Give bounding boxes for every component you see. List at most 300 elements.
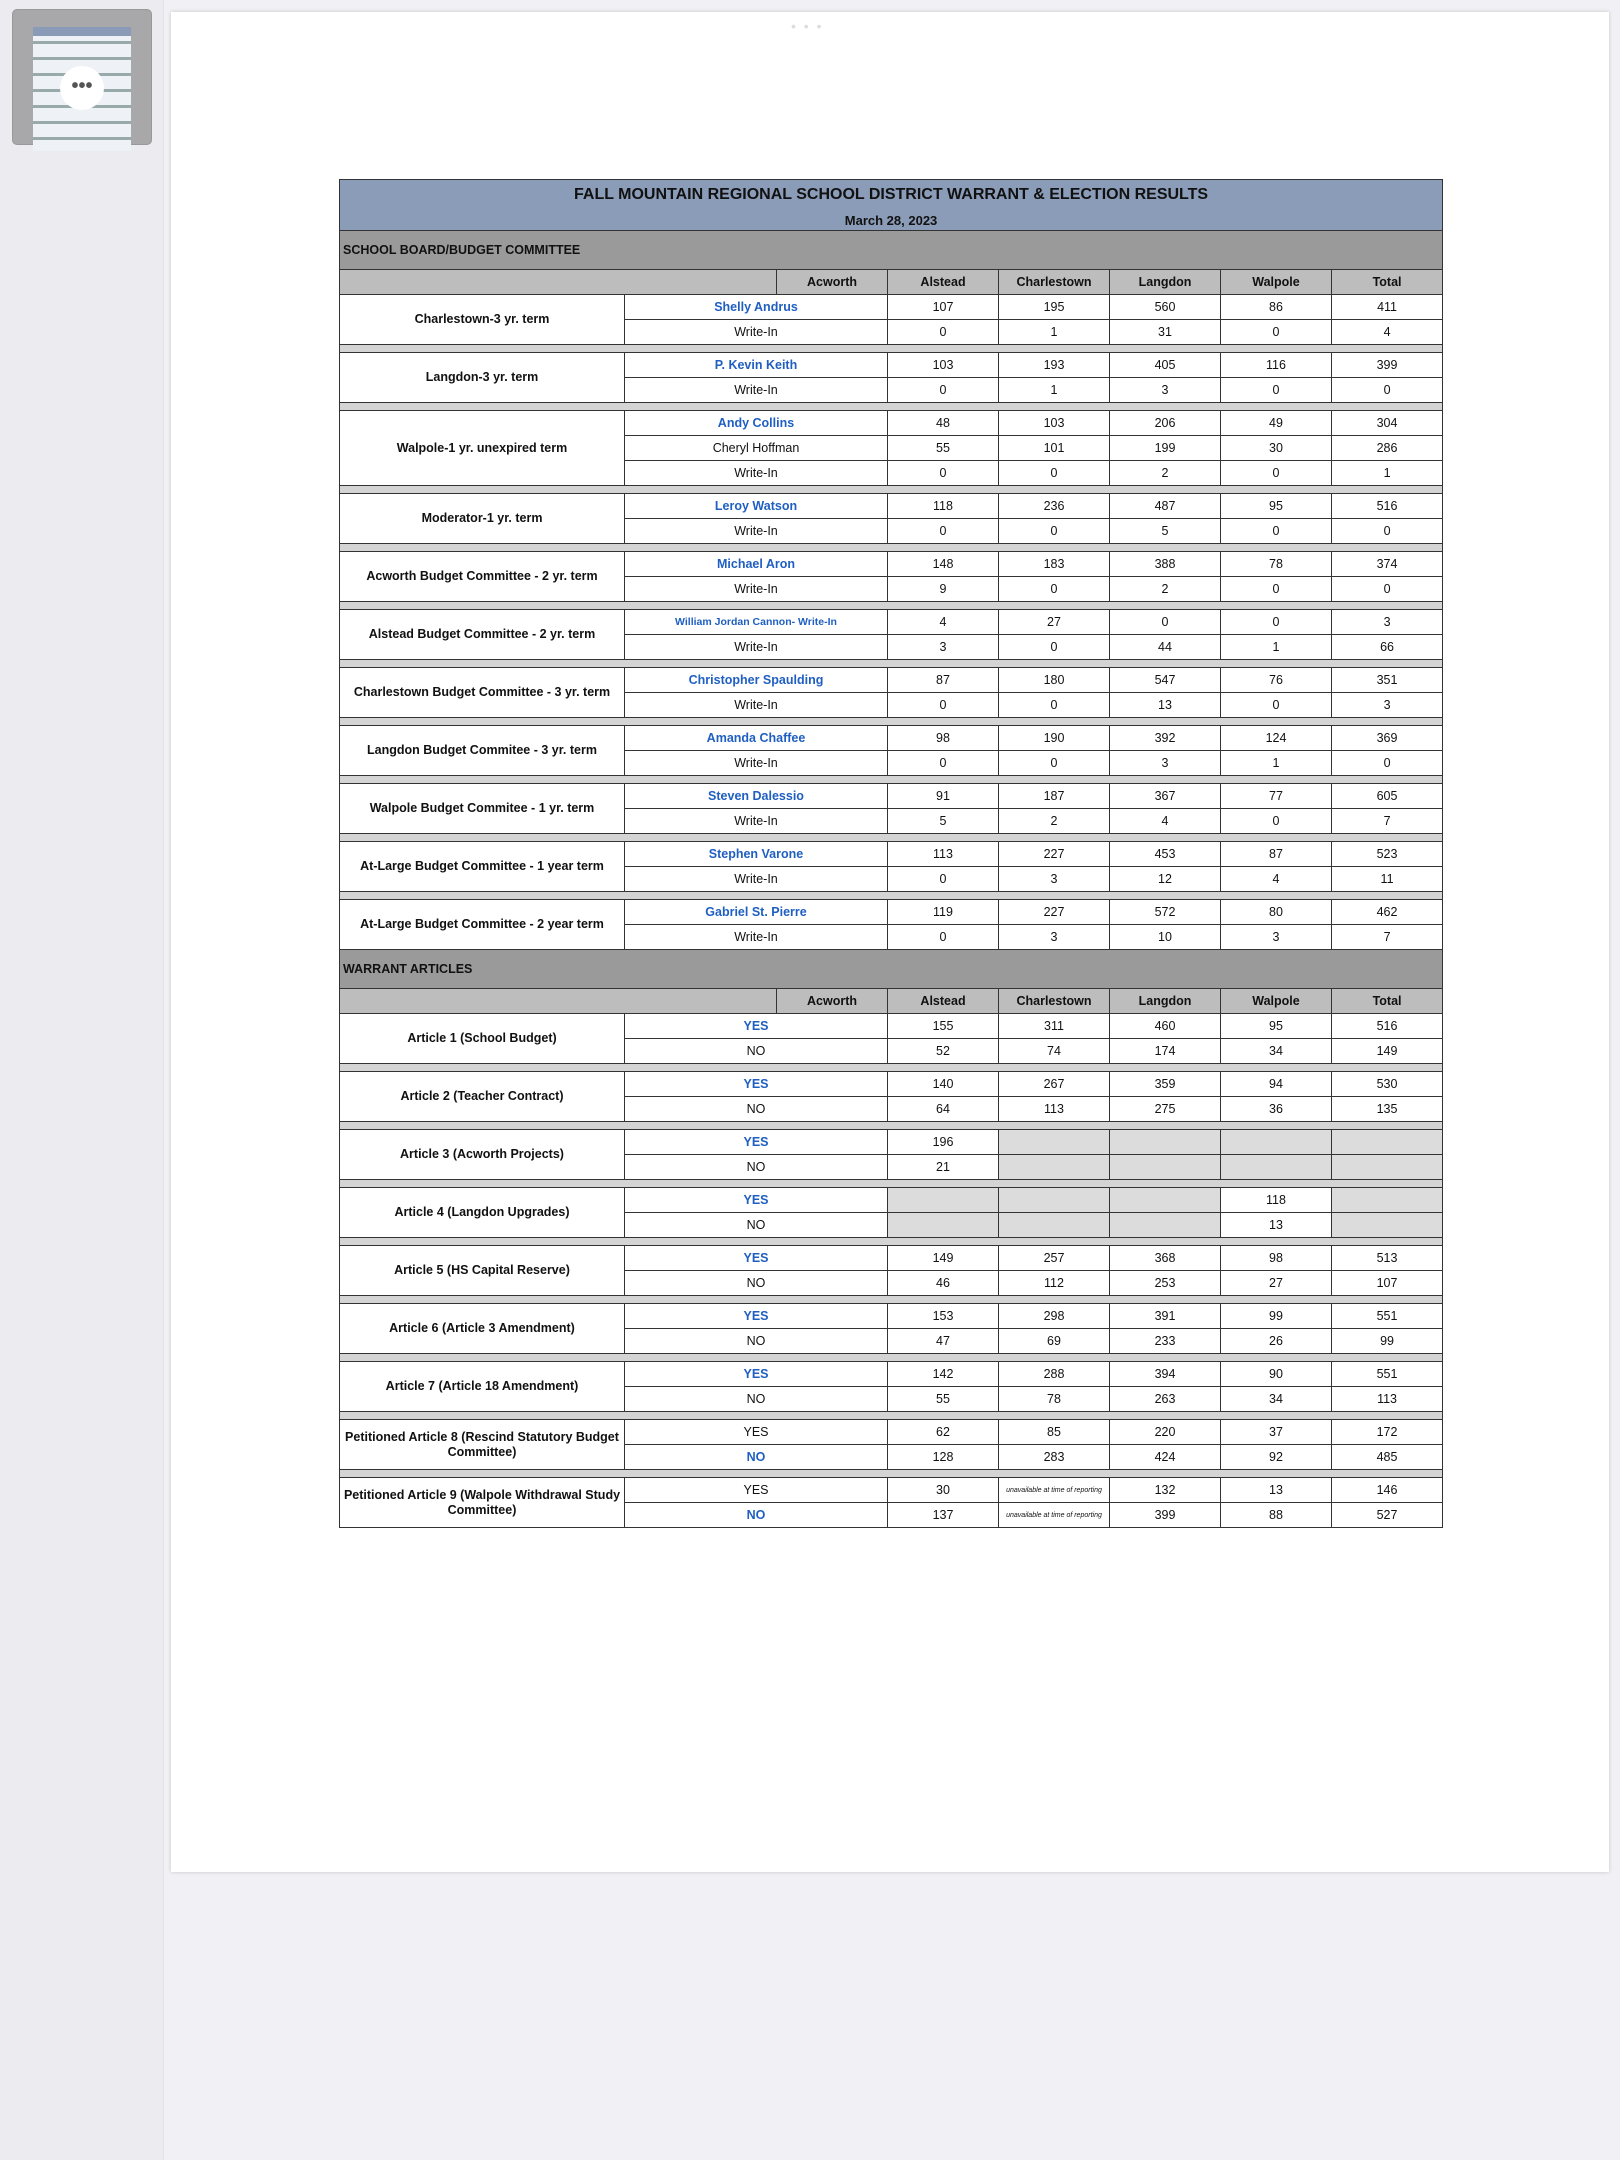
candidate-name: William Jordan Cannon- Write-In [625, 610, 888, 635]
candidate-name: Write-In [625, 867, 888, 892]
document-page [171, 12, 1609, 1872]
vote-cell: 3 [888, 635, 999, 660]
vote-cell: 304 [1332, 411, 1443, 436]
vote-cell: 392 [1110, 726, 1221, 751]
vote-cell: 391 [1110, 1304, 1221, 1329]
vote-cell: 2 [1110, 461, 1221, 486]
table-row [340, 1362, 1443, 1387]
vote-cell: 26 [1221, 1329, 1332, 1354]
vote-cell: 0 [1221, 461, 1332, 486]
vote-cell: 0 [1332, 378, 1443, 403]
vote-cell: 34 [1221, 1039, 1332, 1064]
vote-cell [1110, 1213, 1221, 1238]
vote-cell: unavailable at time of reporting [999, 1503, 1110, 1528]
race-name: Article 6 (Article 3 Amendment) [340, 1304, 625, 1354]
candidate-name: YES [625, 1014, 888, 1039]
table-row [340, 668, 1443, 693]
vote-cell: 572 [1110, 900, 1221, 925]
candidate-name: Stephen Varone [625, 842, 888, 867]
vote-cell: 253 [1110, 1271, 1221, 1296]
race-name: Charlestown Budget Committee - 3 yr. term [340, 668, 625, 718]
vote-cell: 267 [999, 1072, 1110, 1097]
vote-cell: 55 [888, 1387, 999, 1412]
vote-cell: 91 [888, 784, 999, 809]
race-name: Walpole-1 yr. unexpired term [340, 411, 625, 486]
vote-cell: 485 [1332, 1445, 1443, 1470]
column-header: Alstead [888, 989, 999, 1014]
candidate-name: YES [625, 1246, 888, 1271]
more-options-icon[interactable]: ••• [60, 66, 104, 110]
header-blank [340, 989, 777, 1014]
vote-cell [1110, 1188, 1221, 1213]
vote-cell: 0 [1221, 610, 1332, 635]
column-header: Total [1332, 270, 1443, 295]
vote-cell: 0 [888, 461, 999, 486]
vote-cell: 257 [999, 1246, 1110, 1271]
vote-cell: 80 [1221, 900, 1332, 925]
vote-cell: 132 [1110, 1478, 1221, 1503]
candidate-name: Write-In [625, 693, 888, 718]
vote-cell: 118 [888, 494, 999, 519]
table-row [340, 1014, 1443, 1039]
vote-cell [1332, 1130, 1443, 1155]
candidate-name: Cheryl Hoffman [625, 436, 888, 461]
vote-cell: 101 [999, 436, 1110, 461]
vote-cell: 1 [1221, 751, 1332, 776]
vote-cell: 3 [1332, 693, 1443, 718]
vote-cell: 3 [1110, 378, 1221, 403]
vote-cell: 30 [1221, 436, 1332, 461]
candidate-name: P. Kevin Keith [625, 353, 888, 378]
vote-cell: 34 [1221, 1387, 1332, 1412]
section-title: WARRANT ARTICLES [340, 950, 1443, 989]
candidate-name: Write-In [625, 378, 888, 403]
vote-cell: 113 [1332, 1387, 1443, 1412]
vote-cell: 13 [1221, 1478, 1332, 1503]
vote-cell: 0 [1332, 577, 1443, 602]
row-separator [340, 486, 1443, 494]
vote-cell: 174 [1110, 1039, 1221, 1064]
vote-cell [999, 1213, 1110, 1238]
vote-cell: 4 [888, 610, 999, 635]
candidate-name: NO [625, 1271, 888, 1296]
vote-cell: 551 [1332, 1362, 1443, 1387]
vote-cell: 605 [1332, 784, 1443, 809]
candidate-name: NO [625, 1039, 888, 1064]
table-row [340, 1188, 1443, 1213]
vote-cell: 5 [1110, 519, 1221, 544]
vote-cell: 547 [1110, 668, 1221, 693]
vote-cell: 3 [1110, 751, 1221, 776]
vote-cell [1221, 1155, 1332, 1180]
vote-cell [1221, 1130, 1332, 1155]
vote-cell: 0 [1332, 751, 1443, 776]
vote-cell: 399 [1332, 353, 1443, 378]
vote-cell: 49 [1221, 411, 1332, 436]
candidate-name: Steven Dalessio [625, 784, 888, 809]
candidate-name: YES [625, 1188, 888, 1213]
vote-cell: 87 [1221, 842, 1332, 867]
vote-cell: 62 [888, 1420, 999, 1445]
vote-cell: 368 [1110, 1246, 1221, 1271]
vote-cell: 551 [1332, 1304, 1443, 1329]
vote-cell: 411 [1332, 295, 1443, 320]
vote-cell: 99 [1332, 1329, 1443, 1354]
vote-cell: 374 [1332, 552, 1443, 577]
vote-cell: 95 [1221, 1014, 1332, 1039]
vote-cell: 0 [1221, 378, 1332, 403]
vote-cell: 64 [888, 1097, 999, 1122]
vote-cell: 0 [999, 751, 1110, 776]
vote-cell: 44 [1110, 635, 1221, 660]
vote-cell [999, 1188, 1110, 1213]
row-separator [340, 1238, 1443, 1246]
candidate-name: Write-In [625, 925, 888, 950]
results-table [339, 179, 1443, 1528]
candidate-name: NO [625, 1213, 888, 1238]
vote-cell: 190 [999, 726, 1110, 751]
vote-cell: 0 [888, 867, 999, 892]
column-header: Langdon [1110, 270, 1221, 295]
vote-cell: 263 [1110, 1387, 1221, 1412]
vote-cell: 118 [1221, 1188, 1332, 1213]
race-name: At-Large Budget Committee - 2 year term [340, 900, 625, 950]
vote-cell: 0 [888, 693, 999, 718]
vote-cell: 52 [888, 1039, 999, 1064]
column-header-row [340, 270, 1443, 295]
vote-cell: 36 [1221, 1097, 1332, 1122]
vote-cell: 351 [1332, 668, 1443, 693]
vote-cell: 196 [888, 1130, 999, 1155]
vote-cell: 148 [888, 552, 999, 577]
vote-cell: 13 [1110, 693, 1221, 718]
table-row [340, 1246, 1443, 1271]
vote-cell: 0 [999, 577, 1110, 602]
vote-cell: 76 [1221, 668, 1332, 693]
vote-cell: 124 [1221, 726, 1332, 751]
row-separator [340, 602, 1443, 610]
vote-cell: 227 [999, 900, 1110, 925]
race-name: Article 1 (School Budget) [340, 1014, 625, 1064]
candidate-name: Write-In [625, 809, 888, 834]
vote-cell: 5 [888, 809, 999, 834]
row-separator [340, 1412, 1443, 1420]
vote-cell: 103 [888, 353, 999, 378]
vote-cell: 405 [1110, 353, 1221, 378]
race-name: Article 3 (Acworth Projects) [340, 1130, 625, 1180]
vote-cell: 37 [1221, 1420, 1332, 1445]
candidate-name: YES [625, 1072, 888, 1097]
race-name: Langdon Budget Commitee - 3 yr. term [340, 726, 625, 776]
header-blank [340, 270, 777, 295]
race-name: Moderator-1 yr. term [340, 494, 625, 544]
candidate-name: YES [625, 1304, 888, 1329]
vote-cell: 92 [1221, 1445, 1332, 1470]
table-row [340, 1304, 1443, 1329]
vote-cell: 0 [999, 635, 1110, 660]
vote-cell: 155 [888, 1014, 999, 1039]
race-name: Article 2 (Teacher Contract) [340, 1072, 625, 1122]
vote-cell: 78 [1221, 552, 1332, 577]
table-row [340, 552, 1443, 577]
column-header: Alstead [888, 270, 999, 295]
vote-cell: 0 [999, 461, 1110, 486]
vote-cell: 31 [1110, 320, 1221, 345]
vote-cell: 227 [999, 842, 1110, 867]
candidate-name: NO [625, 1155, 888, 1180]
candidate-name: YES [625, 1478, 888, 1503]
page-drag-handle[interactable]: • • • [791, 18, 824, 34]
vote-cell: 399 [1110, 1503, 1221, 1528]
vote-cell: 0 [999, 693, 1110, 718]
page-thumbnail[interactable] [12, 9, 152, 145]
row-separator [340, 892, 1443, 900]
vote-cell: 7 [1332, 809, 1443, 834]
column-header: Walpole [1221, 270, 1332, 295]
vote-cell [888, 1188, 999, 1213]
vote-cell: 7 [1332, 925, 1443, 950]
candidate-name: Shelly Andrus [625, 295, 888, 320]
vote-cell: 4 [1110, 809, 1221, 834]
candidate-name: Andy Collins [625, 411, 888, 436]
vote-cell: 99 [1221, 1304, 1332, 1329]
candidate-name: Write-In [625, 635, 888, 660]
candidate-name: YES [625, 1362, 888, 1387]
vote-cell: 27 [1221, 1271, 1332, 1296]
vote-cell: 85 [999, 1420, 1110, 1445]
vote-cell: 193 [999, 353, 1110, 378]
vote-cell: 1 [1332, 461, 1443, 486]
row-separator [340, 660, 1443, 668]
candidate-name: Write-In [625, 519, 888, 544]
vote-cell: 107 [888, 295, 999, 320]
vote-cell: 4 [1221, 867, 1332, 892]
vote-cell [999, 1155, 1110, 1180]
vote-cell: 112 [999, 1271, 1110, 1296]
vote-cell: 283 [999, 1445, 1110, 1470]
vote-cell: 560 [1110, 295, 1221, 320]
vote-cell: 146 [1332, 1478, 1443, 1503]
table-row [340, 1072, 1443, 1097]
race-name: Alstead Budget Committee - 2 yr. term [340, 610, 625, 660]
vote-cell: unavailable at time of reporting [999, 1478, 1110, 1503]
vote-cell: 153 [888, 1304, 999, 1329]
vote-cell: 113 [999, 1097, 1110, 1122]
vote-cell: 527 [1332, 1503, 1443, 1528]
vote-cell: 98 [1221, 1246, 1332, 1271]
column-header: Walpole [1221, 989, 1332, 1014]
vote-cell: 137 [888, 1503, 999, 1528]
column-header-row [340, 989, 1443, 1014]
vote-cell: 0 [1221, 577, 1332, 602]
race-name: Article 5 (HS Capital Reserve) [340, 1246, 625, 1296]
race-name: Article 7 (Article 18 Amendment) [340, 1362, 625, 1412]
vote-cell: 220 [1110, 1420, 1221, 1445]
candidate-name: Leroy Watson [625, 494, 888, 519]
candidate-name: NO [625, 1387, 888, 1412]
vote-cell: 275 [1110, 1097, 1221, 1122]
vote-cell: 116 [1221, 353, 1332, 378]
column-header: Acworth [777, 989, 888, 1014]
column-header: Total [1332, 989, 1443, 1014]
table-row [340, 842, 1443, 867]
race-name: Walpole Budget Commitee - 1 yr. term [340, 784, 625, 834]
column-header: Langdon [1110, 989, 1221, 1014]
vote-cell: 142 [888, 1362, 999, 1387]
vote-cell: 113 [888, 842, 999, 867]
table-row [340, 295, 1443, 320]
vote-cell: 0 [1332, 519, 1443, 544]
vote-cell: 206 [1110, 411, 1221, 436]
document-date: March 28, 2023 [340, 210, 1443, 231]
vote-cell [999, 1130, 1110, 1155]
vote-cell [1110, 1155, 1221, 1180]
vote-cell: 0 [888, 751, 999, 776]
vote-cell: 424 [1110, 1445, 1221, 1470]
thumbnail-sidebar [0, 0, 164, 2160]
vote-cell: 453 [1110, 842, 1221, 867]
vote-cell: 74 [999, 1039, 1110, 1064]
row-separator [340, 776, 1443, 784]
vote-cell: 462 [1332, 900, 1443, 925]
candidate-name: NO [625, 1329, 888, 1354]
row-separator [340, 1296, 1443, 1304]
vote-cell: 172 [1332, 1420, 1443, 1445]
vote-cell: 0 [888, 519, 999, 544]
vote-cell: 523 [1332, 842, 1443, 867]
vote-cell: 0 [1221, 519, 1332, 544]
row-separator [340, 1354, 1443, 1362]
vote-cell: 3 [1221, 925, 1332, 950]
column-header: Acworth [777, 270, 888, 295]
vote-cell [888, 1213, 999, 1238]
vote-cell: 78 [999, 1387, 1110, 1412]
vote-cell: 0 [1221, 320, 1332, 345]
vote-cell [1332, 1155, 1443, 1180]
row-separator [340, 403, 1443, 411]
vote-cell: 4 [1332, 320, 1443, 345]
vote-cell: 11 [1332, 867, 1443, 892]
vote-cell: 9 [888, 577, 999, 602]
vote-cell: 128 [888, 1445, 999, 1470]
vote-cell: 288 [999, 1362, 1110, 1387]
row-separator [340, 345, 1443, 353]
table-row [340, 784, 1443, 809]
vote-cell: 0 [1221, 693, 1332, 718]
vote-cell: 149 [888, 1246, 999, 1271]
vote-cell: 1 [1221, 635, 1332, 660]
vote-cell [1110, 1130, 1221, 1155]
vote-cell: 0 [888, 925, 999, 950]
vote-cell: 149 [1332, 1039, 1443, 1064]
vote-cell: 513 [1332, 1246, 1443, 1271]
vote-cell: 88 [1221, 1503, 1332, 1528]
vote-cell: 460 [1110, 1014, 1221, 1039]
column-header: Charlestown [999, 989, 1110, 1014]
vote-cell: 3 [1332, 610, 1443, 635]
vote-cell: 140 [888, 1072, 999, 1097]
candidate-name: Christopher Spaulding [625, 668, 888, 693]
vote-cell: 195 [999, 295, 1110, 320]
row-separator [340, 544, 1443, 552]
vote-cell: 530 [1332, 1072, 1443, 1097]
table-row [340, 494, 1443, 519]
race-name: Langdon-3 yr. term [340, 353, 625, 403]
vote-cell: 394 [1110, 1362, 1221, 1387]
vote-cell: 0 [1110, 610, 1221, 635]
vote-cell: 10 [1110, 925, 1221, 950]
candidate-name: Amanda Chaffee [625, 726, 888, 751]
vote-cell: 107 [1332, 1271, 1443, 1296]
vote-cell [1332, 1188, 1443, 1213]
document-title: FALL MOUNTAIN REGIONAL SCHOOL DISTRICT WARRANT & ELECTION RESULTS [340, 180, 1443, 211]
vote-cell [1332, 1213, 1443, 1238]
candidate-name: YES [625, 1420, 888, 1445]
table-row [340, 1478, 1443, 1503]
vote-cell: 12 [1110, 867, 1221, 892]
row-separator [340, 1122, 1443, 1130]
vote-cell: 367 [1110, 784, 1221, 809]
vote-cell: 86 [1221, 295, 1332, 320]
vote-cell: 236 [999, 494, 1110, 519]
candidate-name: Write-In [625, 577, 888, 602]
candidate-name: NO [625, 1097, 888, 1122]
vote-cell: 66 [1332, 635, 1443, 660]
vote-cell: 0 [1221, 809, 1332, 834]
vote-cell: 77 [1221, 784, 1332, 809]
table-row [340, 353, 1443, 378]
table-row [340, 1130, 1443, 1155]
vote-cell: 119 [888, 900, 999, 925]
candidate-name: Write-In [625, 751, 888, 776]
vote-cell: 0 [888, 378, 999, 403]
row-separator [340, 1064, 1443, 1072]
row-separator [340, 1470, 1443, 1478]
race-name: Petitioned Article 9 (Walpole Withdrawal Study Committee) [340, 1478, 625, 1528]
race-name: Acworth Budget Committee - 2 yr. term [340, 552, 625, 602]
vote-cell: 3 [999, 925, 1110, 950]
vote-cell: 27 [999, 610, 1110, 635]
race-name: At-Large Budget Committee - 1 year term [340, 842, 625, 892]
vote-cell: 233 [1110, 1329, 1221, 1354]
vote-cell: 359 [1110, 1072, 1221, 1097]
vote-cell: 0 [888, 320, 999, 345]
candidate-name: NO [625, 1445, 888, 1470]
column-header: Charlestown [999, 270, 1110, 295]
candidate-name: Write-In [625, 320, 888, 345]
section-title: SCHOOL BOARD/BUDGET COMMITTEE [340, 231, 1443, 270]
vote-cell: 30 [888, 1478, 999, 1503]
row-separator [340, 834, 1443, 842]
vote-cell: 69 [999, 1329, 1110, 1354]
vote-cell: 180 [999, 668, 1110, 693]
vote-cell: 48 [888, 411, 999, 436]
vote-cell: 298 [999, 1304, 1110, 1329]
vote-cell: 3 [999, 867, 1110, 892]
candidate-name: Gabriel St. Pierre [625, 900, 888, 925]
table-row [340, 900, 1443, 925]
vote-cell: 2 [999, 809, 1110, 834]
vote-cell: 135 [1332, 1097, 1443, 1122]
vote-cell: 94 [1221, 1072, 1332, 1097]
vote-cell: 2 [1110, 577, 1221, 602]
vote-cell: 98 [888, 726, 999, 751]
row-separator [340, 1180, 1443, 1188]
table-row [340, 726, 1443, 751]
vote-cell: 187 [999, 784, 1110, 809]
vote-cell: 183 [999, 552, 1110, 577]
vote-cell: 369 [1332, 726, 1443, 751]
